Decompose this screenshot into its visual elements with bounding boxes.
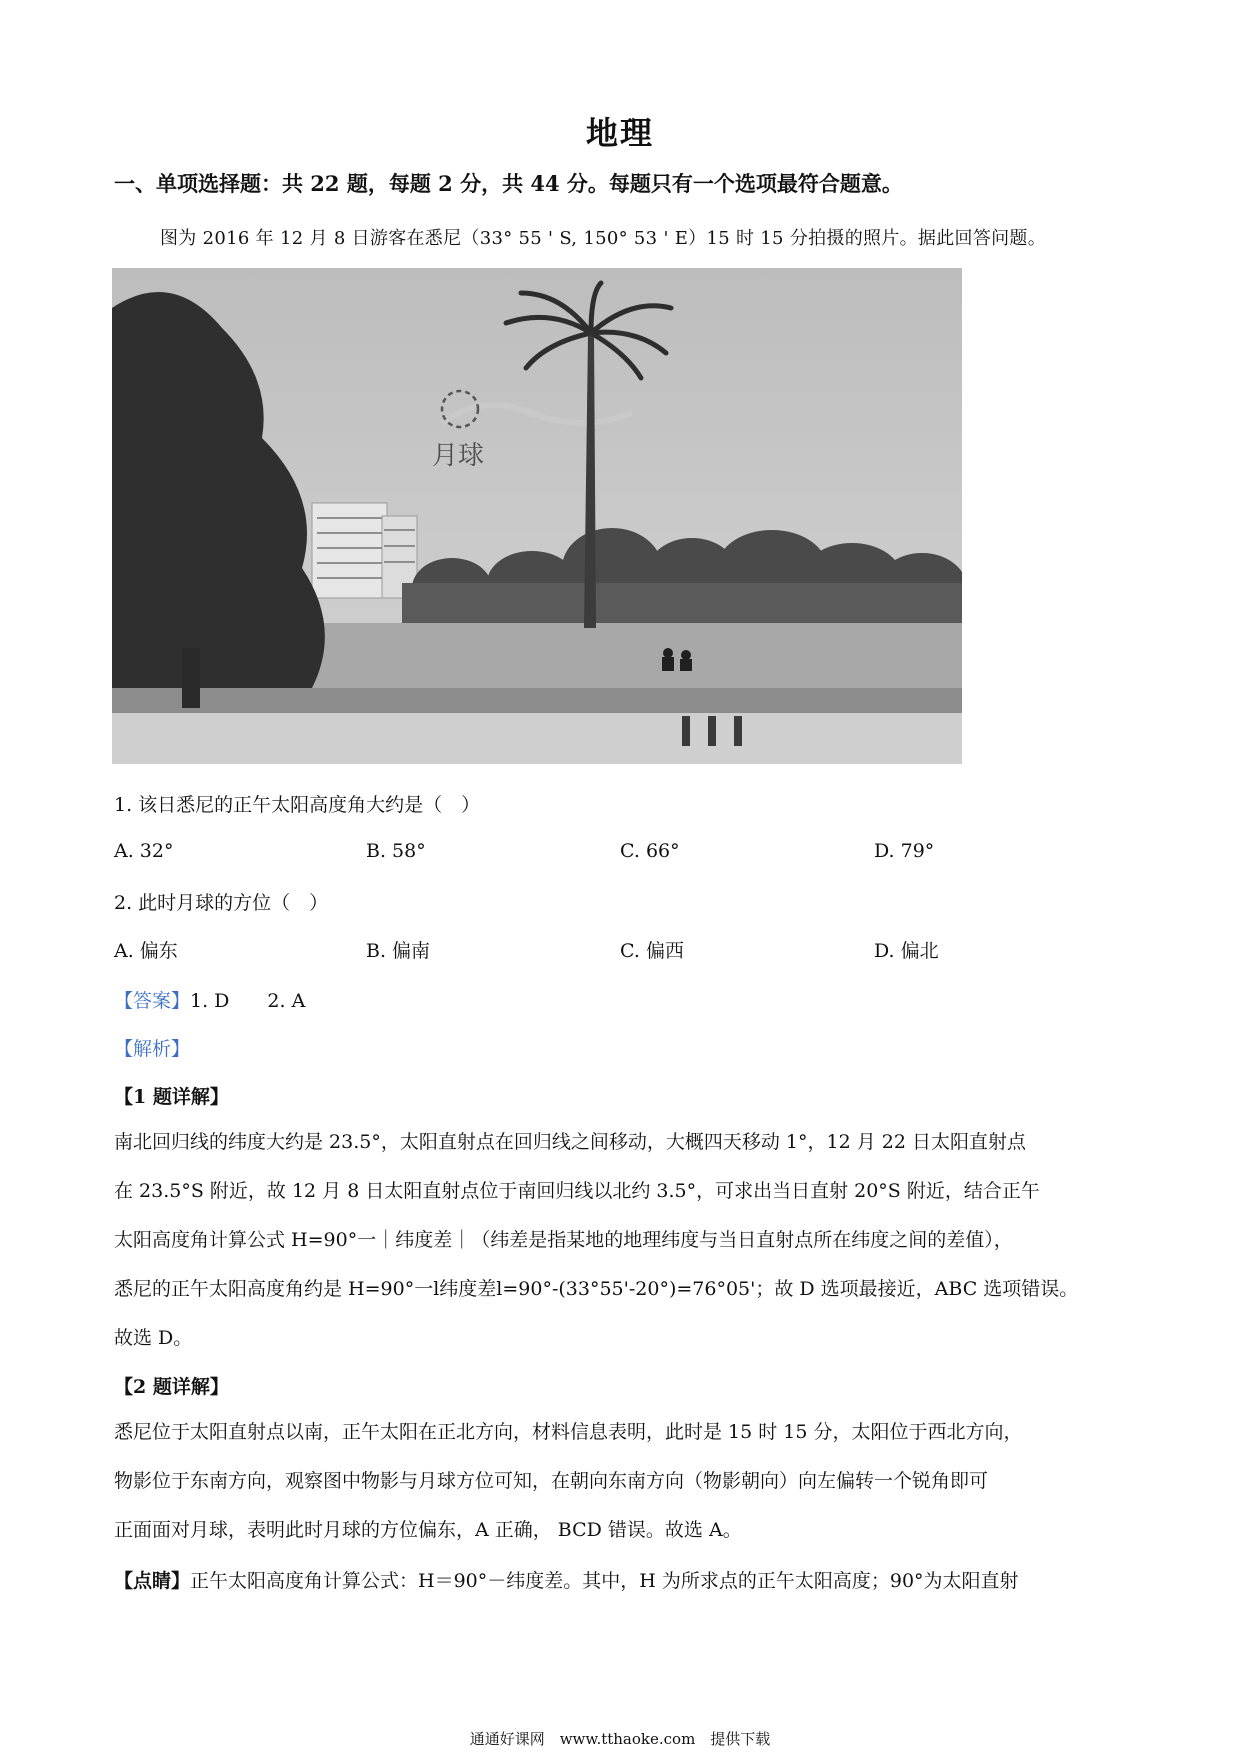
- question-2-stem: 2. 此时月球的方位（ ）: [114, 892, 329, 914]
- question-1-option-a: A. 32°: [114, 840, 174, 862]
- detail-2-line: 物影位于东南方向，观察图中物影与月球方位可知，在朝向东南方向（物影朝向）向左偏转一个锐角即可: [114, 1470, 989, 1492]
- question-2-option-b: B. 偏南: [366, 940, 431, 962]
- detail-1-line: 南北回归线的纬度大约是 23.5°，太阳直射点在回归线之间移动，大概四天移动 1°，12 月 22 日太阳直射点: [114, 1131, 1026, 1153]
- answer-line: [114, 986, 305, 1013]
- detail-1-heading: 【1 题详解】: [114, 1086, 229, 1108]
- question-1-option-b: B. 58°: [366, 840, 426, 862]
- question-intro: 图为 2016 年 12 月 8 日游客在悉尼（33° 55 ' S, 150° 53 ' E）15 时 15 分拍摄的照片。据此回答问题。: [160, 228, 1047, 249]
- section-heading: 一、单项选择题：共 22 题，每题 2 分，共 44 分。每题只有一个选项最符合题意。: [114, 171, 903, 196]
- note-text: 正午太阳高度角计算公式：H＝90°－纬度差。其中，H 为所求点的正午太阳高度；90°为太阳直射: [190, 1570, 1019, 1592]
- detail-1-body: [114, 1118, 1134, 1363]
- note-line: [114, 1566, 1019, 1593]
- detail-1-line: 悉尼的正午太阳高度角约是 H=90°一l纬度差l=90°-(33°55'-20°)=76°05'；故 D 选项最接近，ABC 选项错误。: [114, 1278, 1079, 1300]
- page-title: 地理: [585, 114, 654, 152]
- question-2-option-d: D. 偏北: [874, 940, 939, 962]
- moon-label: 月球: [432, 441, 485, 471]
- question-1-option-c: C. 66°: [620, 840, 680, 862]
- detail-2-body: [114, 1408, 1134, 1555]
- question-2-option-a: A. 偏东: [114, 940, 178, 962]
- detail-2-heading: 【2 题详解】: [114, 1376, 229, 1398]
- detail-2-line: 正面面对月球，表明此时月球的方位偏东，A 正确， BCD 错误。故选 A。: [114, 1519, 742, 1541]
- sydney-photo: [112, 268, 962, 764]
- detail-1-line: 在 23.5°S 附近，故 12 月 8 日太阳直射点位于南回归线以北约 3.5°，可求出当日直射 20°S 附近，结合正午: [114, 1180, 1040, 1202]
- note-tag: 【点睛】: [114, 1570, 191, 1592]
- apartment-building: [312, 503, 417, 598]
- page-footer: 通通好课网 www.tthaoke.com 提供下载: [469, 1730, 771, 1748]
- detail-1-line: 太阳高度角计算公式 H=90°一｜纬度差｜（纬差是指某地的地理纬度与当日直射点所在纬度之间的差值），: [114, 1229, 1013, 1251]
- question-1-option-d: D. 79°: [874, 840, 935, 862]
- answer-text: 1. D 2. A: [190, 990, 306, 1012]
- detail-1-line: 故选 D。: [114, 1327, 193, 1349]
- question-1-stem: 1. 该日悉尼的正午太阳高度角大约是（ ）: [114, 794, 481, 816]
- question-2-option-c: C. 偏西: [620, 940, 684, 962]
- answer-tag: 【答案】: [114, 990, 191, 1012]
- analysis-tag: 【解析】: [114, 1038, 191, 1060]
- detail-2-line: 悉尼位于太阳直射点以南，正午太阳在正北方向，材料信息表明，此时是 15 时 15 分，太阳位于西北方向，: [114, 1421, 1023, 1443]
